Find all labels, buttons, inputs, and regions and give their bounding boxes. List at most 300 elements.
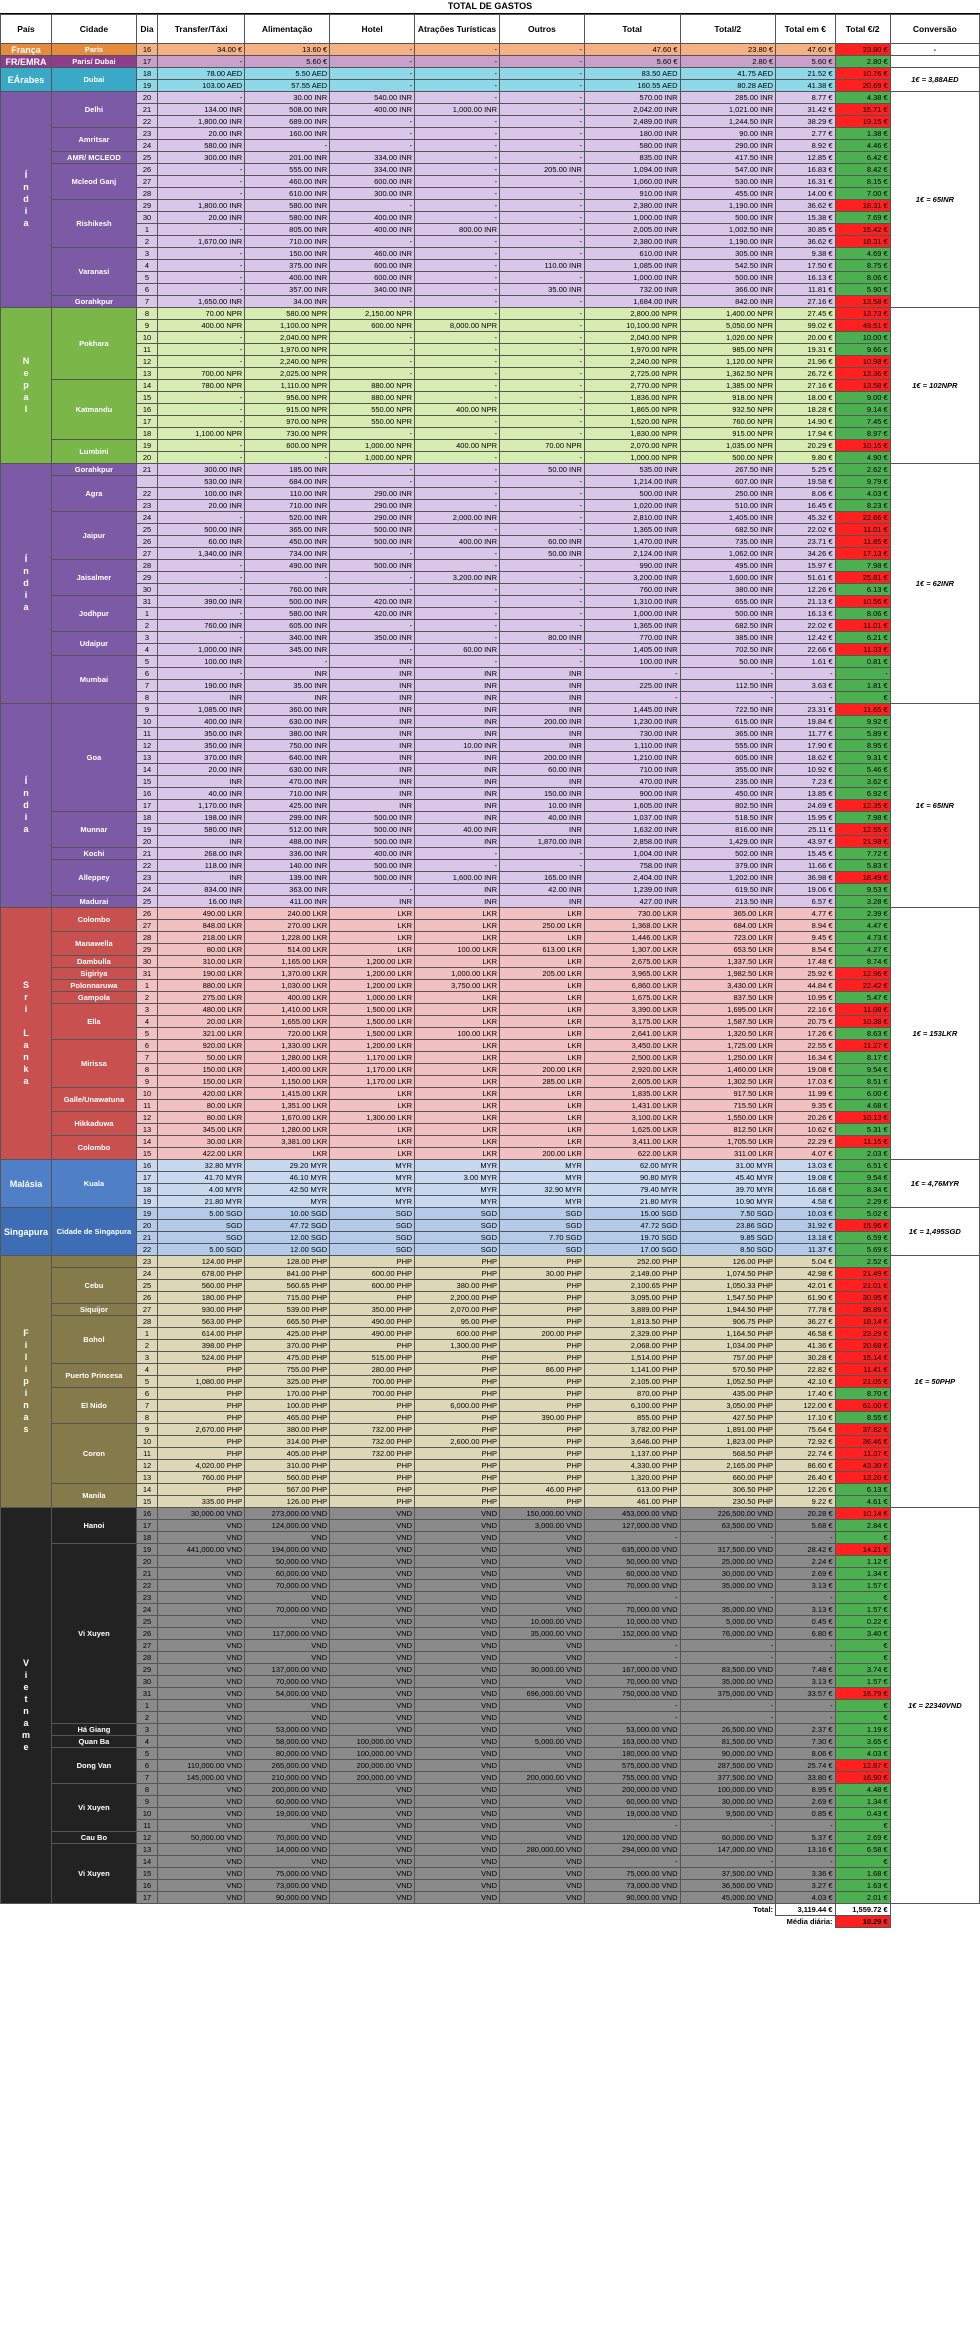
- cell-hotel[interactable]: LKR: [330, 1088, 415, 1100]
- cell-total[interactable]: 1,037.00 INR: [584, 812, 680, 824]
- total-eur-half[interactable]: 1,559.72 €: [835, 1904, 890, 1916]
- cell-total-eur[interactable]: 4.03 €: [776, 1892, 835, 1904]
- cell-attractions[interactable]: -: [415, 260, 500, 272]
- cell-total[interactable]: 613.00 PHP: [584, 1484, 680, 1496]
- cell-transfer[interactable]: 760.00 INR: [158, 620, 245, 632]
- cell-total-eur[interactable]: -: [776, 668, 835, 680]
- cell-total-eur-half[interactable]: 9.00 €: [835, 392, 890, 404]
- cell-hotel[interactable]: VND: [330, 1556, 415, 1568]
- cell-day[interactable]: 19: [136, 440, 157, 452]
- cell-attractions[interactable]: LKR: [415, 1052, 500, 1064]
- cell-attractions[interactable]: INR: [415, 764, 500, 776]
- cell-total-half[interactable]: 1,244.50 INR: [680, 116, 776, 128]
- cell-other[interactable]: -: [500, 296, 585, 308]
- cell-food[interactable]: VND: [245, 1856, 330, 1868]
- cell-hotel[interactable]: -: [330, 620, 415, 632]
- cell-other[interactable]: -: [500, 56, 585, 68]
- cell-total-eur-half[interactable]: 5.31 €: [835, 1124, 890, 1136]
- cell-attractions[interactable]: PHP: [415, 1388, 500, 1400]
- cell-transfer[interactable]: 41.70 MYR: [158, 1172, 245, 1184]
- cell-total-half[interactable]: -: [680, 1640, 776, 1652]
- cell-total-eur-half[interactable]: 8.15 €: [835, 176, 890, 188]
- cell-total[interactable]: -: [584, 1856, 680, 1868]
- cell-total-eur[interactable]: 16.83 €: [776, 164, 835, 176]
- cell-other[interactable]: INR: [500, 692, 585, 704]
- cell-other[interactable]: VND: [500, 1640, 585, 1652]
- cell-day[interactable]: 1: [136, 608, 157, 620]
- cell-transfer[interactable]: VND: [158, 1736, 245, 1748]
- cell-day[interactable]: 24: [136, 140, 157, 152]
- cell-total[interactable]: 730.00 INR: [584, 728, 680, 740]
- cell-day[interactable]: 21: [136, 848, 157, 860]
- cell-hotel[interactable]: VND: [330, 1724, 415, 1736]
- cell-food[interactable]: 512.00 INR: [245, 824, 330, 836]
- cell-day[interactable]: 18: [136, 1532, 157, 1544]
- cell-food[interactable]: LKR: [245, 1148, 330, 1160]
- cell-food[interactable]: 610.00 INR: [245, 188, 330, 200]
- cell-total[interactable]: 1,307.00 LKR: [584, 944, 680, 956]
- cell-total-eur-half[interactable]: 1.12 €: [835, 1556, 890, 1568]
- cell-day[interactable]: [136, 476, 157, 488]
- cell-hotel[interactable]: INR: [330, 752, 415, 764]
- cell-attractions[interactable]: PHP: [415, 1424, 500, 1436]
- cell-total-eur[interactable]: 19.84 €: [776, 716, 835, 728]
- cell-total[interactable]: 10,000.00 VND: [584, 1616, 680, 1628]
- cell-hotel[interactable]: INR: [330, 740, 415, 752]
- cell-food[interactable]: VND: [245, 1820, 330, 1832]
- cell-total[interactable]: 1,020.00 INR: [584, 500, 680, 512]
- cell-total-half[interactable]: 917.50 LKR: [680, 1088, 776, 1100]
- cell-total-half[interactable]: 723.00 LKR: [680, 932, 776, 944]
- cell-transfer[interactable]: 4.00 MYR: [158, 1184, 245, 1196]
- cell-day[interactable]: 13: [136, 1472, 157, 1484]
- cell-day[interactable]: 29: [136, 1664, 157, 1676]
- cell-total-half[interactable]: 366.00 INR: [680, 284, 776, 296]
- cell-total-half[interactable]: 31.00 MYR: [680, 1160, 776, 1172]
- cell-day[interactable]: 26: [136, 1628, 157, 1640]
- cell-total-half[interactable]: 90,000.00 VND: [680, 1748, 776, 1760]
- cell-total-eur[interactable]: 33.57 €: [776, 1688, 835, 1700]
- cell-total-half[interactable]: 63,500.00 VND: [680, 1520, 776, 1532]
- cell-hotel[interactable]: VND: [330, 1868, 415, 1880]
- cell-other[interactable]: -: [500, 368, 585, 380]
- cell-transfer[interactable]: 580.00 INR: [158, 140, 245, 152]
- cell-other[interactable]: VND: [500, 1532, 585, 1544]
- cell-total[interactable]: 710.00 INR: [584, 764, 680, 776]
- cell-day[interactable]: 14: [136, 1856, 157, 1868]
- cell-total-eur[interactable]: 19.06 €: [776, 884, 835, 896]
- cell-hotel[interactable]: 490.00 PHP: [330, 1316, 415, 1328]
- cell-total[interactable]: 4,330.00 PHP: [584, 1460, 680, 1472]
- cell-total[interactable]: 870.00 PHP: [584, 1388, 680, 1400]
- cell-hotel[interactable]: VND: [330, 1676, 415, 1688]
- cell-total-eur-half[interactable]: 4.90 €: [835, 452, 890, 464]
- cell-total[interactable]: 2,675.00 LKR: [584, 956, 680, 968]
- cell-total[interactable]: 2,810.00 INR: [584, 512, 680, 524]
- cell-total-eur[interactable]: 8.95 €: [776, 1784, 835, 1796]
- cell-total-eur[interactable]: 30.28 €: [776, 1352, 835, 1364]
- cell-transfer[interactable]: 2,670.00 PHP: [158, 1424, 245, 1436]
- cell-total-half[interactable]: 530.00 INR: [680, 176, 776, 188]
- cell-total[interactable]: 855.00 PHP: [584, 1412, 680, 1424]
- cell-food[interactable]: 580.00 INR: [245, 608, 330, 620]
- cell-attractions[interactable]: PHP: [415, 1376, 500, 1388]
- cell-attractions[interactable]: INR: [415, 704, 500, 716]
- cell-total-eur-half[interactable]: €: [835, 692, 890, 704]
- cell-total-eur[interactable]: -: [776, 692, 835, 704]
- cell-total-half[interactable]: 542.50 INR: [680, 260, 776, 272]
- cell-other[interactable]: VND: [500, 1892, 585, 1904]
- cell-other[interactable]: VND: [500, 1724, 585, 1736]
- cell-hotel[interactable]: PHP: [330, 1340, 415, 1352]
- cell-other[interactable]: -: [500, 140, 585, 152]
- cell-other[interactable]: 35.00 INR: [500, 284, 585, 296]
- cell-total[interactable]: 3,390.00 LKR: [584, 1004, 680, 1016]
- cell-food[interactable]: 1,330.00 LKR: [245, 1040, 330, 1052]
- cell-hotel[interactable]: 290.00 INR: [330, 500, 415, 512]
- cell-total-eur[interactable]: 19.08 €: [776, 1172, 835, 1184]
- cell-total[interactable]: 152,000.00 VND: [584, 1628, 680, 1640]
- cell-total-eur-half[interactable]: 4.73 €: [835, 932, 890, 944]
- cell-total-eur-half[interactable]: 4.68 €: [835, 1100, 890, 1112]
- cell-food[interactable]: 1,280.00 LKR: [245, 1124, 330, 1136]
- cell-hotel[interactable]: -: [330, 884, 415, 896]
- cell-hotel[interactable]: VND: [330, 1880, 415, 1892]
- cell-day[interactable]: 31: [136, 1688, 157, 1700]
- cell-other[interactable]: 390.00 PHP: [500, 1412, 585, 1424]
- cell-other[interactable]: 10,000.00 VND: [500, 1616, 585, 1628]
- cell-attractions[interactable]: VND: [415, 1556, 500, 1568]
- cell-total-eur-half[interactable]: 9.14 €: [835, 404, 890, 416]
- cell-day[interactable]: 24: [136, 884, 157, 896]
- cell-total-eur-half[interactable]: 11.37 €: [835, 1448, 890, 1460]
- cell-total-half[interactable]: -: [680, 692, 776, 704]
- cell-total[interactable]: 2,858.00 INR: [584, 836, 680, 848]
- cell-other[interactable]: LKR: [500, 1100, 585, 1112]
- cell-hotel[interactable]: LKR: [330, 1124, 415, 1136]
- cell-total[interactable]: 225.00 INR: [584, 680, 680, 692]
- cell-total-eur[interactable]: 26.40 €: [776, 1472, 835, 1484]
- cell-food[interactable]: 273,000.00 VND: [245, 1508, 330, 1520]
- cell-attractions[interactable]: -: [415, 152, 500, 164]
- cell-total-eur[interactable]: 17.94 €: [776, 428, 835, 440]
- cell-food[interactable]: 450.00 INR: [245, 536, 330, 548]
- cell-total-eur[interactable]: 2.37 €: [776, 1724, 835, 1736]
- cell-transfer[interactable]: 490.00 LKR: [158, 908, 245, 920]
- cell-total-eur[interactable]: 42.98 €: [776, 1268, 835, 1280]
- cell-total-half[interactable]: 1,020.00 NPR: [680, 332, 776, 344]
- cell-total-half[interactable]: 8.50 SGD: [680, 1244, 776, 1256]
- cell-total-eur[interactable]: 0.45 €: [776, 1616, 835, 1628]
- cell-food[interactable]: 465.00 PHP: [245, 1412, 330, 1424]
- cell-attractions[interactable]: 100.00 LKR: [415, 1028, 500, 1040]
- cell-total-half[interactable]: 45.40 MYR: [680, 1172, 776, 1184]
- cell-total[interactable]: 2,124.00 INR: [584, 548, 680, 560]
- cell-attractions[interactable]: -: [415, 584, 500, 596]
- header-city[interactable]: Cidade: [51, 15, 136, 44]
- cell-food[interactable]: 689.00 INR: [245, 116, 330, 128]
- cell-attractions[interactable]: MYR: [415, 1184, 500, 1196]
- cell-transfer[interactable]: 834.00 INR: [158, 884, 245, 896]
- cell-total-eur-half[interactable]: 5.83 €: [835, 860, 890, 872]
- cell-total-eur-half[interactable]: 11.15 €: [835, 1136, 890, 1148]
- cell-day[interactable]: 8: [136, 1412, 157, 1424]
- cell-total[interactable]: 1,865.00 NPR: [584, 404, 680, 416]
- cell-transfer[interactable]: VND: [158, 1880, 245, 1892]
- cell-hotel[interactable]: 300.00 INR: [330, 188, 415, 200]
- cell-hotel[interactable]: VND: [330, 1652, 415, 1664]
- cell-transfer[interactable]: 5.00 SGD: [158, 1244, 245, 1256]
- cell-hotel[interactable]: 1,500.00 LKR: [330, 1016, 415, 1028]
- cell-total-half[interactable]: 568.50 PHP: [680, 1448, 776, 1460]
- cell-total-half[interactable]: 510.00 INR: [680, 500, 776, 512]
- cell-food[interactable]: 54,000.00 VND: [245, 1688, 330, 1700]
- cell-transfer[interactable]: 420.00 LKR: [158, 1088, 245, 1100]
- cell-total-half[interactable]: 1,705.50 LKR: [680, 1136, 776, 1148]
- cell-total-half[interactable]: 1,362.50 NPR: [680, 368, 776, 380]
- cell-day[interactable]: 5: [136, 272, 157, 284]
- cell-attractions[interactable]: -: [415, 416, 500, 428]
- cell-food[interactable]: 514.00 LKR: [245, 944, 330, 956]
- cell-day[interactable]: 16: [136, 1508, 157, 1520]
- cell-hotel[interactable]: 700.00 PHP: [330, 1388, 415, 1400]
- cell-total-eur[interactable]: 22.74 €: [776, 1448, 835, 1460]
- cell-day[interactable]: 7: [136, 1772, 157, 1784]
- cell-total[interactable]: 163,000.00 VND: [584, 1736, 680, 1748]
- cell-transfer[interactable]: VND: [158, 1676, 245, 1688]
- cell-attractions[interactable]: -: [415, 248, 500, 260]
- cell-transfer[interactable]: 370.00 INR: [158, 752, 245, 764]
- cell-day[interactable]: 27: [136, 548, 157, 560]
- cell-day[interactable]: 1: [136, 1328, 157, 1340]
- cell-total-eur-half[interactable]: 43.30 €: [835, 1460, 890, 1472]
- cell-total-half[interactable]: 355.00 INR: [680, 764, 776, 776]
- cell-other[interactable]: -: [500, 644, 585, 656]
- cell-total-half[interactable]: 80.28 AED: [680, 80, 776, 92]
- cell-transfer[interactable]: -: [158, 668, 245, 680]
- cell-total-eur-half[interactable]: 5.69 €: [835, 1244, 890, 1256]
- cell-total-half[interactable]: -: [680, 1700, 776, 1712]
- cell-attractions[interactable]: LKR: [415, 1016, 500, 1028]
- cell-transfer[interactable]: 920.00 LKR: [158, 1040, 245, 1052]
- cell-attractions[interactable]: PHP: [415, 1412, 500, 1424]
- cell-total-eur-half[interactable]: €: [835, 1700, 890, 1712]
- cell-total[interactable]: 1,675.00 LKR: [584, 992, 680, 1004]
- cell-hotel[interactable]: 600.00 INR: [330, 272, 415, 284]
- cell-attractions[interactable]: -: [415, 356, 500, 368]
- cell-total-half[interactable]: 1,062.00 INR: [680, 548, 776, 560]
- cell-other[interactable]: -: [500, 512, 585, 524]
- cell-total-eur-half[interactable]: 12.35 €: [835, 800, 890, 812]
- cell-transfer[interactable]: -: [158, 272, 245, 284]
- cell-total-eur[interactable]: 13.03 €: [776, 1160, 835, 1172]
- cell-food[interactable]: INR: [245, 692, 330, 704]
- cell-total[interactable]: 900.00 INR: [584, 788, 680, 800]
- cell-attractions[interactable]: LKR: [415, 1148, 500, 1160]
- cell-total-eur[interactable]: 5.04 €: [776, 1256, 835, 1268]
- cell-transfer[interactable]: PHP: [158, 1412, 245, 1424]
- cell-day[interactable]: 30: [136, 956, 157, 968]
- cell-total-half[interactable]: 518.50 INR: [680, 812, 776, 824]
- cell-day[interactable]: 25: [136, 152, 157, 164]
- cell-total[interactable]: 160.55 AED: [584, 80, 680, 92]
- cell-transfer[interactable]: 78.00 AED: [158, 68, 245, 80]
- cell-total-eur-half[interactable]: 17.13 €: [835, 548, 890, 560]
- cell-hotel[interactable]: 200,000.00 VND: [330, 1772, 415, 1784]
- cell-total-eur[interactable]: 15.97 €: [776, 560, 835, 572]
- cell-attractions[interactable]: -: [415, 140, 500, 152]
- cell-food[interactable]: 1,228.00 LKR: [245, 932, 330, 944]
- cell-transfer[interactable]: 441,000.00 VND: [158, 1544, 245, 1556]
- cell-transfer[interactable]: -: [158, 356, 245, 368]
- cell-food[interactable]: 970.00 NPR: [245, 416, 330, 428]
- cell-other[interactable]: 50.00 INR: [500, 464, 585, 476]
- cell-other[interactable]: LKR: [500, 956, 585, 968]
- cell-day[interactable]: 18: [136, 1184, 157, 1196]
- cell-total-half[interactable]: 607.00 INR: [680, 476, 776, 488]
- cell-other[interactable]: PHP: [500, 1496, 585, 1508]
- cell-hotel[interactable]: INR: [330, 788, 415, 800]
- cell-transfer[interactable]: -: [158, 332, 245, 344]
- cell-total-eur[interactable]: -: [776, 1640, 835, 1652]
- cell-attractions[interactable]: VND: [415, 1784, 500, 1796]
- cell-total-eur[interactable]: 16.45 €: [776, 500, 835, 512]
- cell-attractions[interactable]: 3.00 MYR: [415, 1172, 500, 1184]
- cell-other[interactable]: INR: [500, 728, 585, 740]
- cell-total[interactable]: 500.00 INR: [584, 488, 680, 500]
- cell-total[interactable]: -: [584, 668, 680, 680]
- cell-total-eur-half[interactable]: 6.21 €: [835, 632, 890, 644]
- cell-hotel[interactable]: INR: [330, 728, 415, 740]
- cell-total[interactable]: 1,000.00 NPR: [584, 452, 680, 464]
- cell-hotel[interactable]: VND: [330, 1580, 415, 1592]
- cell-other[interactable]: INR: [500, 680, 585, 692]
- cell-total-eur-half[interactable]: 6.51 €: [835, 1160, 890, 1172]
- cell-food[interactable]: -: [245, 572, 330, 584]
- cell-transfer[interactable]: VND: [158, 1520, 245, 1532]
- cell-transfer[interactable]: 530.00 INR: [158, 476, 245, 488]
- cell-total[interactable]: 1,605.00 INR: [584, 800, 680, 812]
- cell-hotel[interactable]: 1,300.00 LKR: [330, 1112, 415, 1124]
- cell-attractions[interactable]: -: [415, 44, 500, 56]
- cell-total-eur[interactable]: 0.85 €: [776, 1808, 835, 1820]
- cell-day[interactable]: 4: [136, 1736, 157, 1748]
- cell-day[interactable]: 28: [136, 1316, 157, 1328]
- cell-other[interactable]: -: [500, 620, 585, 632]
- cell-total-half[interactable]: 5,050.00 NPR: [680, 320, 776, 332]
- cell-total-eur-half[interactable]: 38.89 €: [835, 1304, 890, 1316]
- cell-food[interactable]: 560.00 PHP: [245, 1472, 330, 1484]
- cell-transfer[interactable]: 150.00 LKR: [158, 1076, 245, 1088]
- cell-attractions[interactable]: PHP: [415, 1268, 500, 1280]
- cell-other[interactable]: -: [500, 320, 585, 332]
- cell-day[interactable]: 21: [136, 104, 157, 116]
- cell-day[interactable]: 9: [136, 1424, 157, 1436]
- cell-other[interactable]: PHP: [500, 1472, 585, 1484]
- cell-attractions[interactable]: 10.00 INR: [415, 740, 500, 752]
- cell-total-eur[interactable]: 22.29 €: [776, 1136, 835, 1148]
- cell-food[interactable]: 915.00 NPR: [245, 404, 330, 416]
- cell-other[interactable]: 200.00 INR: [500, 752, 585, 764]
- cell-food[interactable]: 1,165.00 LKR: [245, 956, 330, 968]
- cell-other[interactable]: -: [500, 104, 585, 116]
- cell-food[interactable]: 70,000.00 VND: [245, 1676, 330, 1688]
- cell-transfer[interactable]: INR: [158, 692, 245, 704]
- cell-total[interactable]: 2,605.00 LKR: [584, 1076, 680, 1088]
- cell-attractions[interactable]: -: [415, 128, 500, 140]
- cell-attractions[interactable]: LKR: [415, 1004, 500, 1016]
- cell-transfer[interactable]: 678.00 PHP: [158, 1268, 245, 1280]
- cell-total-half[interactable]: 39.70 MYR: [680, 1184, 776, 1196]
- cell-total-eur[interactable]: 23.31 €: [776, 704, 835, 716]
- cell-other[interactable]: -: [500, 608, 585, 620]
- cell-total-eur-half[interactable]: 6.59 €: [835, 1232, 890, 1244]
- cell-total-half[interactable]: 365.00 LKR: [680, 908, 776, 920]
- cell-day[interactable]: 25: [136, 1616, 157, 1628]
- cell-transfer[interactable]: 422.00 LKR: [158, 1148, 245, 1160]
- cell-attractions[interactable]: SGD: [415, 1244, 500, 1256]
- cell-attractions[interactable]: VND: [415, 1592, 500, 1604]
- cell-other[interactable]: VND: [500, 1556, 585, 1568]
- cell-total-eur-half[interactable]: 15.96 €: [835, 1220, 890, 1232]
- cell-attractions[interactable]: VND: [415, 1832, 500, 1844]
- cell-transfer[interactable]: 180.00 PHP: [158, 1292, 245, 1304]
- cell-hotel[interactable]: -: [330, 548, 415, 560]
- cell-total-eur-half[interactable]: 8.95 €: [835, 740, 890, 752]
- cell-total-eur[interactable]: 10.95 €: [776, 992, 835, 1004]
- cell-hotel[interactable]: VND: [330, 1532, 415, 1544]
- cell-transfer[interactable]: -: [158, 584, 245, 596]
- cell-other[interactable]: PHP: [500, 1304, 585, 1316]
- cell-transfer[interactable]: 880.00 LKR: [158, 980, 245, 992]
- cell-total-eur-half[interactable]: 10.14 €: [835, 1508, 890, 1520]
- cell-attractions[interactable]: -: [415, 548, 500, 560]
- cell-attractions[interactable]: INR: [415, 836, 500, 848]
- cell-attractions[interactable]: INR: [415, 728, 500, 740]
- cell-day[interactable]: 13: [136, 1124, 157, 1136]
- cell-hotel[interactable]: -: [330, 200, 415, 212]
- cell-transfer[interactable]: 275.00 LKR: [158, 992, 245, 1004]
- cell-transfer[interactable]: SGD: [158, 1232, 245, 1244]
- cell-total-eur[interactable]: 18.00 €: [776, 392, 835, 404]
- cell-total-eur-half[interactable]: 2.01 €: [835, 1892, 890, 1904]
- cell-hotel[interactable]: VND: [330, 1616, 415, 1628]
- cell-day[interactable]: 2: [136, 236, 157, 248]
- cell-total-eur-half[interactable]: 5.02 €: [835, 1208, 890, 1220]
- cell-total-half[interactable]: 7.50 SGD: [680, 1208, 776, 1220]
- cell-total-eur-half[interactable]: 9.79 €: [835, 476, 890, 488]
- cell-total[interactable]: 47.72 SGD: [584, 1220, 680, 1232]
- cell-attractions[interactable]: -: [415, 860, 500, 872]
- cell-total-eur-half[interactable]: 22.42 €: [835, 980, 890, 992]
- cell-total-half[interactable]: 760.00 NPR: [680, 416, 776, 428]
- cell-total-eur[interactable]: 19.58 €: [776, 476, 835, 488]
- cell-day[interactable]: 8: [136, 1784, 157, 1796]
- cell-transfer[interactable]: 390.00 INR: [158, 596, 245, 608]
- cell-total-half[interactable]: 495.00 INR: [680, 560, 776, 572]
- cell-transfer[interactable]: 1,670.00 INR: [158, 236, 245, 248]
- cell-total[interactable]: 1,000.00 INR: [584, 212, 680, 224]
- cell-attractions[interactable]: VND: [415, 1820, 500, 1832]
- cell-other[interactable]: INR: [500, 776, 585, 788]
- cell-other[interactable]: SGD: [500, 1208, 585, 1220]
- cell-hotel[interactable]: 100,000.00 VND: [330, 1736, 415, 1748]
- cell-day[interactable]: 27: [136, 176, 157, 188]
- cell-hotel[interactable]: PHP: [330, 1472, 415, 1484]
- cell-food[interactable]: 19,000.00 VND: [245, 1808, 330, 1820]
- cell-total-eur-half[interactable]: 25.81 €: [835, 572, 890, 584]
- cell-transfer[interactable]: 118.00 INR: [158, 860, 245, 872]
